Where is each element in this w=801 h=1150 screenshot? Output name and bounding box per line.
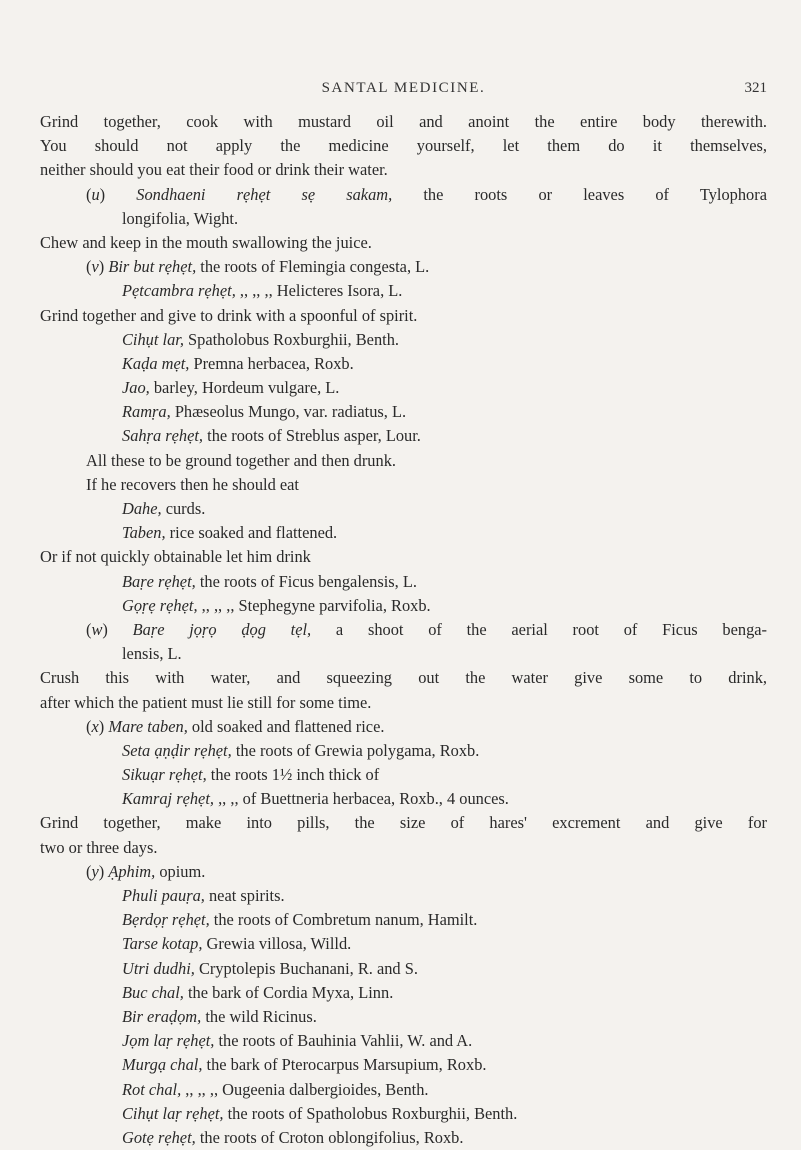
text-line [40, 594, 767, 618]
text-run: Cryptolepis Buchanani, R. and S. [194, 958, 418, 978]
text-run: Or if not quickly obtainable let him drink [40, 547, 311, 567]
text-run: ,, ,, ,, Ougeenia dalbergioides, Benth. [181, 1079, 429, 1099]
italic-term: Bẹrdọṛ rẹhẹt, [122, 910, 210, 930]
text-run: Grind together, cook with mustard oil and anoint the entire body therewith. [40, 112, 767, 131]
text-run: ) [98, 716, 109, 736]
text-run: Grewia villosa, Willd. [202, 934, 352, 954]
text-run: curds. [161, 499, 206, 518]
italic-term: Pẹtcambra rẹhẹt, [122, 281, 236, 301]
text-run: the bark of Cordia Myxa, Linn. [183, 982, 394, 1002]
text-run: the wild Ricinus. [201, 1006, 317, 1026]
text-run: ( [86, 184, 92, 204]
text-line [40, 473, 767, 497]
text-run: neat spirits. [204, 886, 285, 905]
italic-term: Kaḍa mẹt, [122, 353, 190, 373]
text-line [40, 1078, 767, 1102]
text-line [40, 811, 767, 835]
text-run: Premna herbacea, Roxb. [189, 353, 354, 373]
text-run: Spatholobus Roxburghii, Benth. [183, 329, 400, 349]
text-line [40, 1102, 767, 1126]
text-run: the roots 1½ inch thick of [206, 765, 380, 785]
text-run: old soaked and flattened rice. [187, 716, 385, 736]
italic-term: Bir but rẹhẹt, [108, 257, 197, 277]
text-line [40, 255, 767, 279]
text-line [40, 400, 767, 424]
text-line [40, 1029, 767, 1053]
italic-term: Taben, [122, 523, 166, 543]
text-run: ) [98, 861, 109, 881]
text-run: a shoot of the aerial root of Ficus benga- [311, 619, 767, 639]
text-run: the roots or leaves of Tylophora [392, 184, 767, 204]
text-line [40, 376, 767, 400]
text-run: ,, ,, ,, Stephegyne parvifolia, Roxb. [197, 595, 431, 615]
italic-term: Baṛe jọṛọ ḍọg tẹl, [132, 619, 312, 639]
text-run: ,, ,, of Buettneria herbacea, Roxb., 4 ounces. [213, 789, 509, 809]
text-line [40, 1126, 767, 1150]
text-line [40, 932, 767, 956]
text-line [40, 860, 767, 884]
italic-term: x [91, 716, 99, 736]
text-line [40, 158, 767, 182]
text-line [40, 521, 767, 545]
text-run: ( [86, 619, 92, 639]
italic-term: Jao, [122, 378, 150, 398]
text-run: Crush this with water, and squeezing out the water give some to drink, [40, 668, 767, 688]
text-run: the roots of Flemingia congesta, L. [196, 257, 430, 277]
italic-term: Ạphim, [108, 861, 156, 881]
text-line [40, 908, 767, 932]
text-run: the roots of Croton oblongifolius, Roxb. [195, 1127, 464, 1147]
text-run: Grind together and give to drink with a spoonful of spirit. [40, 305, 418, 325]
italic-term: Cihụt laṛ rẹhẹt, [122, 1103, 224, 1123]
italic-term: u [91, 184, 100, 204]
text-run: barley, Hordeum vulgare, L. [149, 378, 340, 398]
italic-term: Bir eraḍọm, [122, 1006, 202, 1026]
italic-term: Murgạ chal, [122, 1055, 203, 1075]
text-line [40, 763, 767, 787]
text-run: the roots of Spatholobus Roxburghii, Benth. [223, 1103, 518, 1123]
text-run: opium. [155, 861, 206, 881]
italic-term: Sahṛa rẹhẹt, [122, 426, 204, 446]
text-line [40, 787, 767, 811]
text-line [40, 981, 767, 1005]
italic-term: Utri dudhi, [122, 958, 195, 978]
italic-term: y [91, 861, 99, 881]
text-run: Chew and keep in the mouth swallowing the juice. [40, 232, 372, 252]
italic-term: Cihụt lar, [122, 329, 184, 349]
page-number: 321 [744, 80, 767, 96]
italic-term: Gotẹ rẹhẹt, [122, 1127, 196, 1147]
italic-term: Dahe, [122, 499, 162, 518]
text-line [40, 570, 767, 594]
text-line [40, 666, 767, 690]
text-line [40, 279, 767, 303]
text-line [40, 618, 767, 642]
text-run: the roots of Streblus asper, Lour. [203, 426, 421, 446]
text-run: All these to be ground together and then drunk. [86, 450, 396, 470]
text-line [40, 424, 767, 448]
text-line [40, 884, 767, 908]
text-line [40, 739, 767, 763]
running-head-title: SANTAL MEDICINE. [321, 80, 486, 96]
italic-term: Ramṛa, [122, 402, 171, 422]
text-line [40, 183, 767, 207]
text-run: lensis, L. [122, 644, 182, 664]
text-run: the roots of Grewia polygama, Roxb. [231, 740, 480, 760]
italic-term: Sondhaeni rẹhẹt sẹ sakam, [136, 184, 393, 204]
text-run: neither should you eat their food or drink their water. [40, 160, 388, 180]
italic-term: w [91, 619, 103, 639]
text-run: Phæseolus Mungo, var. radiatus, L. [170, 402, 407, 422]
text-line [40, 231, 767, 255]
text-run: after which the patient must lie still for some time. [40, 692, 372, 712]
text-run: the roots of Ficus bengalensis, L. [195, 571, 417, 591]
text-line [40, 304, 767, 328]
text-run: You should not apply the medicine yourself, let them do it themselves, [40, 136, 767, 156]
text-run: the bark of Pterocarpus Marsupium, Roxb. [202, 1055, 487, 1075]
text-run: ( [86, 861, 92, 881]
italic-term: Kamraj rẹhẹt, [122, 789, 214, 809]
running-header [40, 80, 767, 104]
text-run: ) [99, 184, 137, 204]
italic-term: Buc chal, [122, 982, 184, 1002]
italic-term: Seta ạṇḍir rẹhẹt, [122, 740, 232, 760]
text-run: the roots of Combretum nanum, Hamilt. [209, 910, 478, 930]
text-run: ( [86, 716, 92, 736]
text-run: the roots of Bauhinia Vahlii, W. and A. [214, 1031, 473, 1051]
text-line [40, 134, 767, 158]
text-run: Grind together, make into pills, the size of hares' excrement and give for [40, 813, 767, 833]
text-line [40, 1053, 767, 1077]
italic-term: Sikuạr rẹhẹt, [122, 765, 207, 785]
text-line [40, 352, 767, 376]
text-line [40, 545, 767, 569]
text-run: ( [86, 257, 92, 277]
italic-term: Mare taben, [108, 716, 188, 736]
text-run: If he recovers then he should eat [86, 474, 299, 494]
text-run: ,, ,, ,, Helicteres Isora, L. [235, 281, 403, 301]
text-run: longifolia, Wight. [122, 208, 239, 228]
text-line [40, 715, 767, 739]
text-run: ) [102, 619, 133, 639]
italic-term: Phuli pauṛa, [122, 886, 205, 905]
text-line [40, 328, 767, 352]
text-line [40, 207, 767, 231]
text-line [40, 110, 767, 134]
italic-term: v [91, 257, 99, 277]
italic-term: Gọṛẹ rẹhẹt, [122, 595, 198, 615]
italic-term: Rot chal, [122, 1079, 182, 1099]
text-line [40, 497, 767, 521]
italic-term: Tarse kotap, [122, 934, 203, 954]
text-line [40, 957, 767, 981]
text-run: ) [98, 257, 109, 277]
italic-term: Baṛe rẹhẹt, [122, 571, 196, 591]
italic-term: Jọm laṛ rẹhẹt, [122, 1031, 215, 1051]
text-line [40, 1005, 767, 1029]
text-run: two or three days. [40, 837, 158, 857]
text-line [40, 836, 767, 860]
text-line [40, 449, 767, 473]
text-line [40, 691, 767, 715]
text-run: rice soaked and flattened. [165, 523, 338, 543]
page-body [40, 110, 767, 1150]
text-line [40, 642, 767, 666]
